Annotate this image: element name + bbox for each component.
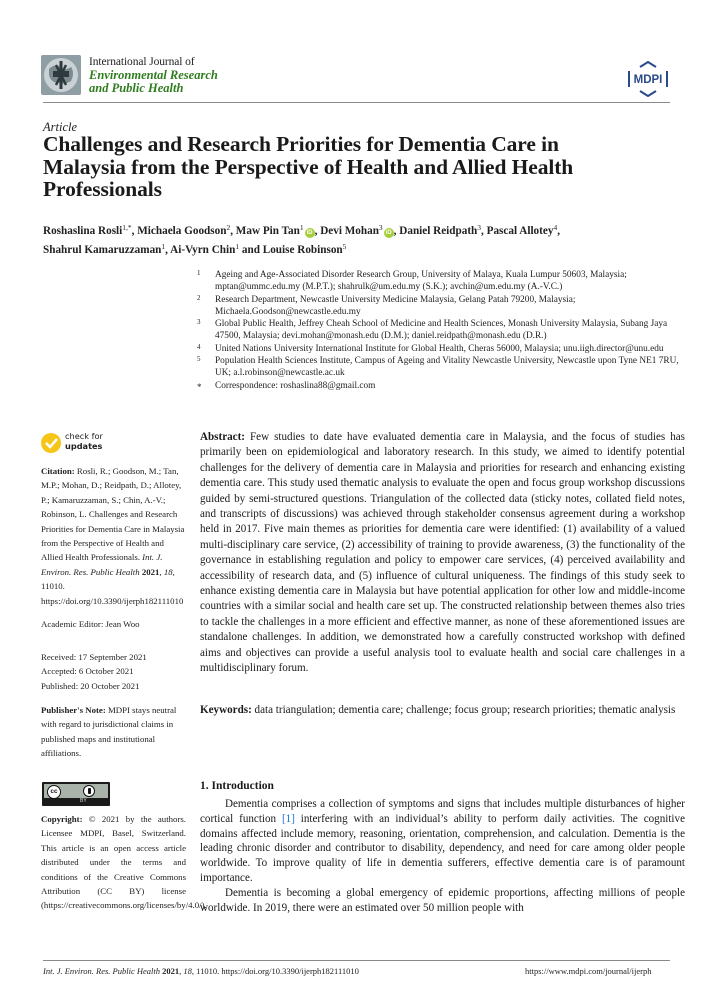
orcid-icon[interactable]: iD <box>306 230 313 236</box>
citation-journal: Int. J. Environ. Res. Public Health <box>41 552 163 577</box>
abstract-text: Few studies to date have evaluated dementia care in Malaysia, and the focus of studies has primarily been on epidemiological and laboratory research. In this study, we aimed to identify potential challenges for the delivery of dementia care in Malaysia and priorities for research and enhancing existing dementia care. This study used thematic analysis to evaluate the open and focus group workshop discussions guided by semi-structured questions. Triangulation of the collected data (sticky notes, collated field notes, and transcripts of discussions) was achieved through stakeholder consensus agreement during a workshop held in 2017. Five main themes as priorities for dementia care were identified: (1) availability of a valued multi-disciplinary care service, (2) accessibility of training to provide awareness, (3) the functionality of the governance in establishing regulation and policy to empower care services, (4) perceived availability and accessibility of research data, and (5) influence of cultural uniqueness. The findings of this study seek to enhance existing dementia care in Malaysia but have potential application for other low and middle-income countries with a similar social and health care set up. The constructed relationship between themes also tries to tackle the challenges in a more efficient and effective manner, as none of these aforementioned issues are standalone challenges. In addition, we demonstrated how a carefully constructed workshop with defined aims and objectives can provide a useful analysis tool to evaluate health and social care challenges in a multidisciplinary forum. <box>200 431 685 675</box>
publisher-note-label: Publisher's Note: <box>41 705 106 715</box>
attribution-person-icon <box>83 785 95 797</box>
journal-name <box>89 56 218 95</box>
creative-commons-icon: cc <box>47 785 61 799</box>
journal-name-line1: International Journal of <box>89 56 195 68</box>
by-label: BY <box>80 798 87 804</box>
article-title: Challenges and Research Priorities for Dementia Care in Malaysia from the Perspective of Health and Allied Health Professionals <box>43 132 574 201</box>
keywords-text: data triangulation; dementia care; challenge; focus group; research priorities; thematic analysis <box>254 704 676 716</box>
author[interactable]: Ai-Vyrn Chin <box>170 244 236 256</box>
copyright-label: Copyright: <box>41 814 83 824</box>
abstract <box>200 430 685 677</box>
introduction-body <box>200 797 685 915</box>
accepted-date: Accepted: 6 October 2021 <box>41 666 134 677</box>
author-affiliation-mark: 4 <box>553 223 558 232</box>
author[interactable]: Michaela Goodson <box>137 225 227 237</box>
copyright-block <box>41 812 207 913</box>
journal-name-line3: and Public Health <box>89 81 184 95</box>
mdpi-hexagon-icon <box>626 61 670 97</box>
citation-volume: 18 <box>163 566 173 577</box>
keywords <box>200 703 685 718</box>
received-date: Received: 17 September 2021 <box>41 652 147 662</box>
author-affiliation-mark: 5 <box>342 242 347 251</box>
article-type: Article <box>43 120 78 134</box>
author[interactable]: Louise Robinson <box>262 244 343 256</box>
author-affiliation-mark: 3 <box>477 223 482 232</box>
footer-divider <box>43 960 670 961</box>
author[interactable]: Pascal Allotey <box>486 225 554 237</box>
citation-text: Rosli, R.; Goodson, M.; Tan, M.P.; Mohan, D.; Reidpath, D.; Allotey, P.; Kamaruzzaman, S.; Chin, A.-V.; Robinson, L. Challenges and Research Priorities for Dementia Care in Malaysia from the Perspective of Health and Allied Health Professionals. <box>41 466 185 563</box>
affiliation-item: 2 Research Department, Newcastle University Medicine Malaysia, Gelang Patah 79200, Malaysia; Michaela.Goodson@newcastle.edu.my <box>197 293 576 317</box>
check-for-updates-button[interactable] <box>41 432 111 458</box>
citation-link[interactable]: [1] <box>281 812 295 825</box>
affiliation-item: 4 United Nations University International Institute for Global Health, Cheras 56000, Malaysia; unu.iigh.director@unu.edu <box>197 342 664 354</box>
author-affiliation-mark: 1 <box>299 223 304 232</box>
published-date: Published: 20 October 2021 <box>41 680 140 691</box>
affiliations <box>197 269 687 392</box>
author-affiliation-mark: 3 <box>378 223 383 232</box>
svg-text:MDPI: MDPI <box>633 74 663 86</box>
footer-journal-url[interactable]: https://www.mdpi.com/journal/ijerph <box>525 966 652 976</box>
check-updates-line2: updates <box>65 440 103 451</box>
citation-label: Citation: <box>41 466 75 476</box>
keywords-label: Keywords: <box>200 704 252 716</box>
author[interactable]: Shahrul Kamaruzzaman <box>43 244 162 256</box>
author-affiliation-mark: 1,* <box>122 223 132 232</box>
check-updates-line1: check for <box>65 431 103 441</box>
author[interactable]: Devi Mohan <box>320 225 379 237</box>
orcid-icon[interactable]: iD <box>385 230 392 236</box>
correspondence: * Correspondence: roshaslina88@gmail.com <box>197 380 376 392</box>
author[interactable]: Daniel Reidpath <box>399 225 478 237</box>
abstract-label: Abstract: <box>200 431 245 443</box>
footer-citation: Int. J. Environ. Res. Public Health 2021, 18, 11010. https://doi.org/10.3390/ijerph182111010 <box>43 966 359 976</box>
publication-dates <box>41 650 186 693</box>
publisher-note-text: MDPI stays neutral with regard to jurisdictional claims in published maps and institutional affiliations. <box>41 705 177 759</box>
author-affiliation-mark: 1 <box>161 242 166 251</box>
academic-editor: Academic Editor: Jean Woo <box>41 619 140 629</box>
globe-caduceus-icon <box>41 55 81 95</box>
journal-name-line2: Environmental Research <box>89 68 218 82</box>
checkmark-icon <box>41 433 61 453</box>
paragraph: Dementia comprises a collection of symptoms and signs that includes multiple disturbances of higher cortical function [1] interfering with an individual’s ability to perform daily activities. The cognitive domains affected include memory, reasoning, orientation, comprehension, and calculation. Dementia is the leading chronic disorder and contributor to disability, dependency, and need for care among older people worldwide. To improve quality of life in dementia sufferers, effective dementia care is of paramount importance. <box>200 798 685 884</box>
section-heading-introduction: 1. Introduction <box>200 780 274 792</box>
header-divider <box>43 102 670 103</box>
author-list: Roshaslina Rosli$^{1,*}$, Michaela Goodson$^2$, Maw Pin Tan$^1$iD , Devi Mohan$^3$iD , Daniel Reidpath$^3$, Pascal Allotey$^4$, Shahrul Kamaruzzaman$^1$, Ai-Vyrn Chin$^1$ and Louise Robinson$^5$ <box>43 223 560 256</box>
copyright-text: © 2021 by the authors. Licensee MDPI, Basel, Switzerland. This article is an open access article distributed under the terms and conditions of the Creative Commons Attribution (CC BY) license (https://creativecommons.org/licenses/by/4.0/). <box>41 814 207 911</box>
author[interactable]: Roshaslina Rosli <box>43 225 123 237</box>
publisher-note <box>41 703 186 761</box>
author-affiliation-mark: 2 <box>226 223 231 232</box>
citation-block: Citation: Rosli, R.; Goodson, M.; Tan, M.P.; Mohan, D.; Reidpath, D.; Allotey, P.; Kamaruzzaman, S.; Chin, A.-V.; Robinson, L. Challenges and Research Priorities for Dementia Care in Malaysia from the Perspective of Health and Allied Health Professionals. Int. J. Environ. Res. Public Health 2021, 18, 11010. https://doi.org/10.3390/ijerph182111010 <box>41 466 185 606</box>
footer-doi-link[interactable]: , 11010. https://doi.org/10.3390/ijerph182111010 <box>191 966 359 976</box>
journal-logo <box>41 55 81 95</box>
author-affiliation-mark: 1 <box>235 242 240 251</box>
citation-year: 2021 <box>141 566 160 577</box>
citation-doi-link[interactable]: , 11010. https://doi.org/10.3390/ijerph182111010 <box>41 566 184 606</box>
affiliation-item: 5 Population Health Sciences Institute, Campus of Ageing and Vitality Newcastle University, Newcastle upon Tyne NE1 7RU, UK; a.l.robinson@newcastle.ac.uk <box>197 355 679 379</box>
affiliation-item: 3 Global Public Health, Jeffrey Cheah School of Medicine and Health Sciences, Monash University Malaysia, Subang Jaya 47500, Malaysia; devi.mohan@monash.edu (D.M.); daniel.reidpath@monash.edu (D.R.) <box>197 318 668 342</box>
mdpi-logo <box>626 61 670 97</box>
affiliation-item: 1 Ageing and Age-Associated Disorder Research Group, University of Malaya, Kuala Lumpur 50603, Malaysia; mptan@ummc.edu.my (M.P.T.); shahrulk@um.edu.my (S.K.); avchin@um.edu.my (A.-V.C.) <box>197 269 627 293</box>
paragraph: Dementia is becoming a global emergency of epidemic proportions, affecting millions of people worldwide. In 2019, there were an estimated over 50 million people with <box>200 886 685 914</box>
author[interactable]: Maw Pin Tan <box>235 225 300 237</box>
cc-by-license-badge[interactable] <box>42 782 110 806</box>
